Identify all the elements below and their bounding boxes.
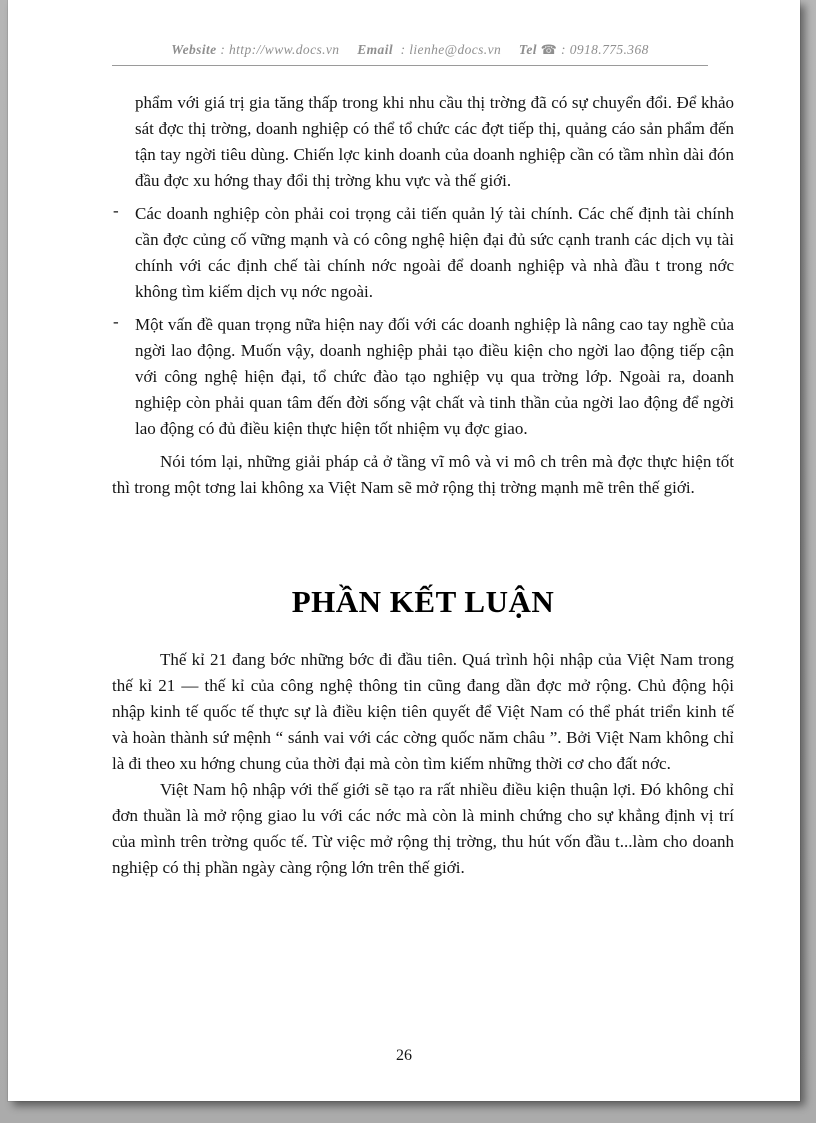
tel-separator: :: [561, 42, 566, 57]
document-body: [112, 90, 734, 881]
summary-paragraph: Nói tóm lại, những giải pháp cả ở tầng vĩ mô và vi mô ch trên mà đợc thực hiện tốt thì trong một tơng lai không xa Việt Nam sẽ mở rộng thị trờng mạnh mẽ trên thế giới.: [112, 452, 734, 497]
website-separator: :: [220, 42, 226, 57]
email-label: Email: [357, 42, 393, 57]
bullet-dash-icon: -: [113, 201, 119, 220]
website-label: Website: [171, 42, 217, 57]
conclusion-paragraph: Thế kỉ 21 đang bớc những bớc đi đầu tiên. Quá trình hội nhập của Việt Nam trong thế kỉ 21 — thế kỉ của công nghệ thông tin cũng đang dần đợc mở rộng. Chủ động hội nhập kinh tế quốc tế thực sự là điều kiện tiên quyết để Việt Nam có thể phát triển kinh tế và hoàn thành sứ mệnh “ sánh vai với các cờng quốc năm châu ”. Bởi Việt Nam không chỉ là đi theo xu hớng chung của thời đại mà còn tìm kiếm những thời cơ cho đất nớc.: [112, 650, 734, 773]
list-item-continuation: [112, 90, 734, 194]
document-page: [8, 0, 800, 1101]
section-title: PHẦN KẾT LUẬN: [291, 584, 555, 619]
list-item-text: Một vấn đề quan trọng nữa hiện nay đối với các doanh nghiệp là nâng cao tay nghề của ngời lao động. Muốn vậy, doanh nghiệp phải tạo điều kiện cho ngời lao động tiếp cận với công nghệ hiện đại, tổ chức đào tạo nghiệp vụ qua trờng lớp. Ngoài ra, doanh nghiệp còn phải quan tâm đến đời sống vật chất và tinh thần của ngời lao động để ngời lao động có đủ điều kiện thực hiện tốt nhiệm vụ đợc giao.: [135, 315, 734, 438]
page-header: [112, 42, 708, 66]
header-email: [357, 42, 501, 57]
header-tel: [519, 42, 649, 57]
tel-value: 0918.775.368: [569, 42, 649, 57]
conclusion-paragraph: Việt Nam hộ nhập với thế giới sẽ tạo ra rất nhiều điều kiện thuận lợi. Đó không chỉ đơn thuần là mở rộng giao lu với các nớc mà còn là minh chứng cho sự khẳng định vị trí của mình trên trờng quốc tế. Từ việc mở rộng thị trờng, thu hút vốn đầu t...làm cho doanh nghiệp có thị phần ngày càng rộng lớn trên thế giới.: [112, 780, 734, 877]
list-item-text: phẩm với giá trị gia tăng thấp trong khi nhu cầu thị trờng đã có sự chuyển đổi. Để khảo sát đợc thị trờng, doanh nghiệp có thể tổ chức các đợt tiếp thị, quảng cáo sản phẩm đến tận tay ngời tiêu dùng. Chiến lợc kinh doanh của doanh nghiệp cần có tầm nhìn dài đón đầu đợc xu hớng thay đổi thị trờng khu vực và thế giới.: [135, 93, 734, 190]
header-website: [171, 42, 339, 57]
phone-icon: ☎: [540, 42, 558, 57]
tel-label: Tel: [518, 42, 537, 57]
list-item-text: Các doanh nghiệp còn phải coi trọng cải tiến quản lý tài chính. Các chế định tài chính cần đợc củng cố vững mạnh và có công nghệ hiện đại đủ sức cạnh tranh các dịch vụ tài chính với các định chế tài chính nớc ngoài để doanh nghiệp và nhà đầu t trong nớc không tìm kiếm dịch vụ nớc ngoài.: [135, 204, 734, 301]
bullet-list: [112, 90, 734, 442]
list-item: [112, 201, 734, 305]
email-separator: :: [400, 42, 406, 57]
list-item: [112, 312, 734, 442]
email-value: lienhe@docs.vn: [409, 42, 502, 57]
bullet-dash-icon: -: [113, 312, 119, 331]
website-url: http://www.docs.vn: [229, 42, 340, 57]
page-number: 26: [396, 1047, 412, 1064]
